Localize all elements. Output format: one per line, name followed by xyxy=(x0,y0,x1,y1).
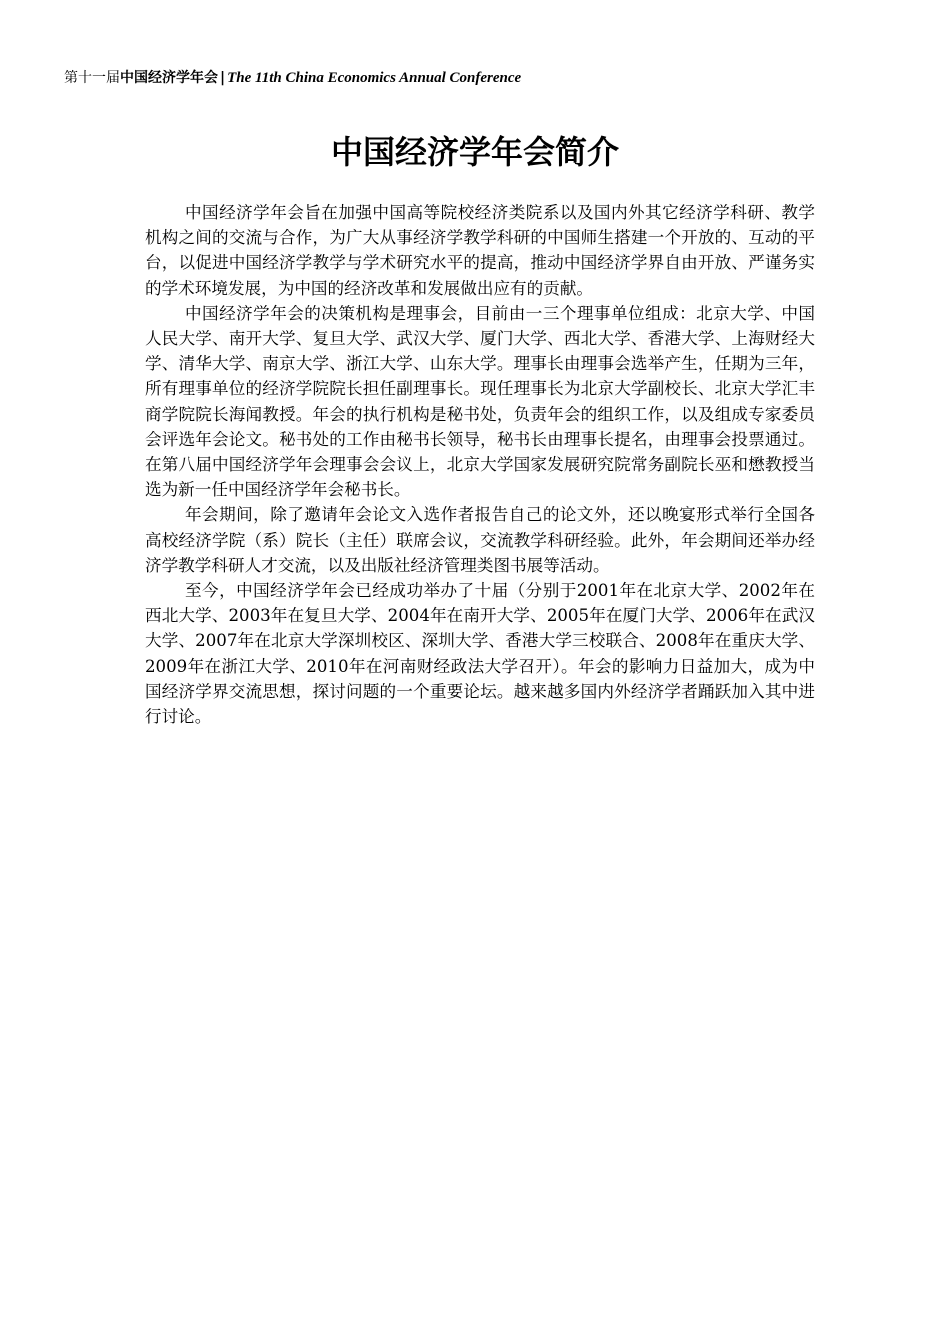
paragraph-activities: 年会期间，除了邀请年会论文入选作者报告自己的论文外，还以晚宴形式举行全国各高校经济学院（系）院长（主任）联席会议，交流教学科研经验。此外，年会期间还举办经济学教学科研人才交流，以及出版社经济管理类图书展等活动。 xyxy=(145,505,815,575)
header-edition: 第十一届 xyxy=(64,70,120,86)
page-title: 中国经济学年会简介 xyxy=(330,133,619,171)
paragraph-purpose: 中国经济学年会旨在加强中国高等院校经济类院系以及国内外其它经济学科研、教学机构之间的交流与合作，为广大从事经济学教学科研的中国师生搭建一个开放的、互动的平台，以促进中国经济学教学与学术研究水平的提高，推动中国经济学界自由开放、严谨务实的学术环境发展，为中国的经济改革和发展做出应有的贡献。 xyxy=(145,203,815,298)
paragraph-governance: 中国经济学年会的决策机构是理事会，目前由一三个理事单位组成：北京大学、中国人民大学、南开大学、复旦大学、武汉大学、厦门大学、西北大学、香港大学、上海财经大学、清华大学、南京大学、浙江大学、山东大学。理事长由理事会选举产生，任期为三年，所有理事单位的经济学院院长担任副理事长。现任理事长为北京大学副校长、北京大学汇丰商学院院长海闻教授。年会的执行机构是秘书处，负责年会的组织工作，以及组成专家委员会评选年会论文。秘书处的工作由秘书长领导，秘书长由理事长提名，由理事会投票通过。在第八届中国经济学年会理事会会议上，北京大学国家发展研究院常务副院长巫和懋教授当选为新一任中国经济学年会秘书长。 xyxy=(145,303,815,500)
running-header xyxy=(64,68,521,88)
body-text xyxy=(145,200,815,729)
header-name-en: The 11th China Economics Annual Conference xyxy=(227,70,522,86)
header-separator: | xyxy=(220,70,226,86)
header-name-cn: 中国经济学年会 xyxy=(120,70,218,86)
paragraph-history: 至今，中国经济学年会已经成功举办了十届（分别于2001年在北京大学、2002年在西北大学、2003年在复旦大学、2004年在南开大学、2005年在厦门大学、2006年在武汉大学、2007年在北京大学深圳校区、深圳大学、香港大学三校联合、2008年在重庆大学、2009年在浙江大学、2010年在河南财经政法大学召开）。年会的影响力日益加大，成为中国经济学界交流思想，探讨问题的一个重要论坛。越来越多国内外经济学者踊跃加入其中进行讨论。 xyxy=(145,581,815,727)
